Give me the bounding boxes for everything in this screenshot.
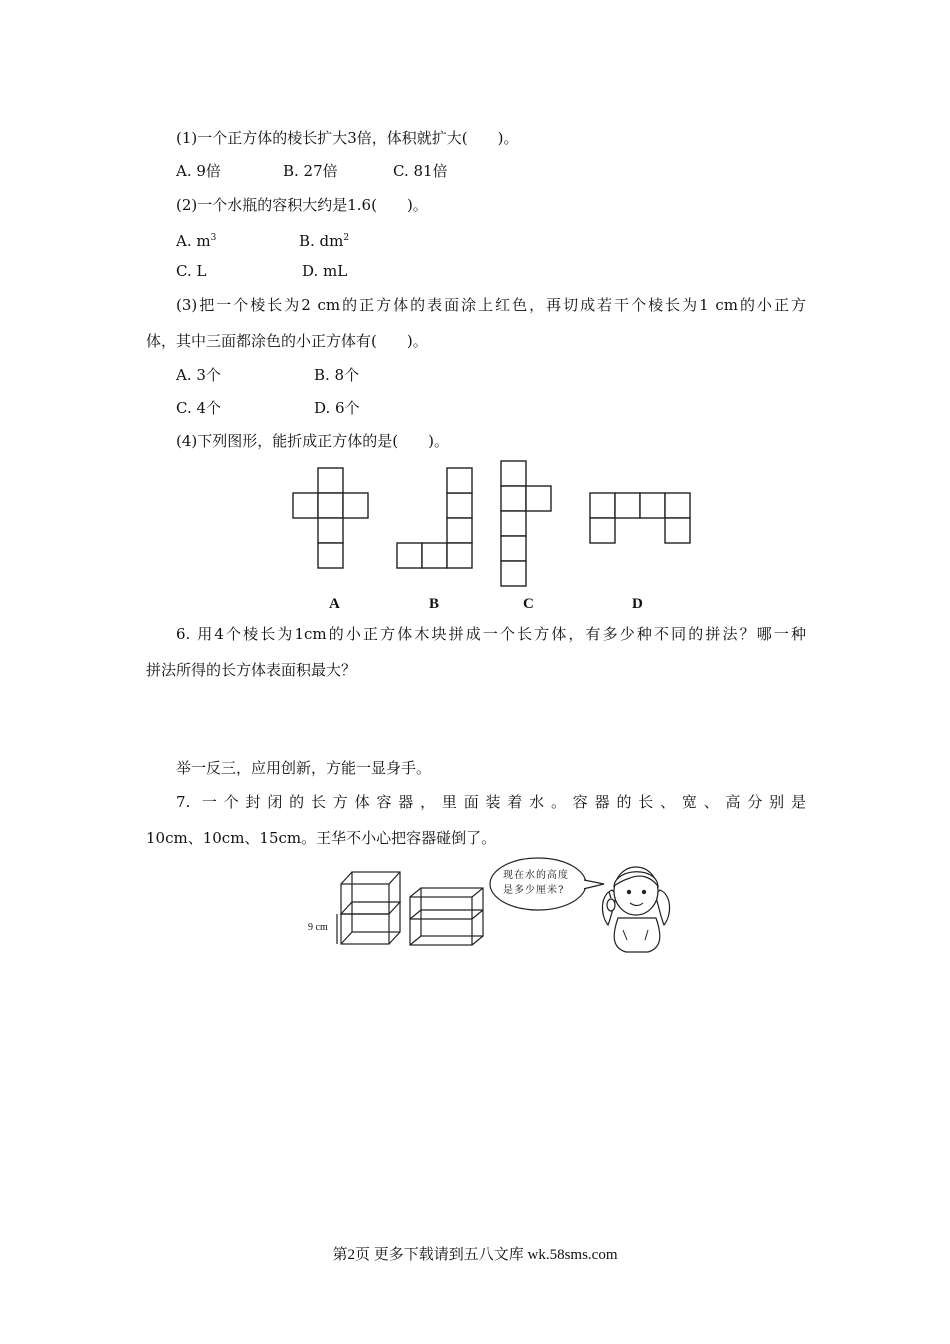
page-footer: 第2页 更多下载请到五八文库 wk.58sms.com [332, 1247, 618, 1263]
q7-line2: 10cm、10cm、15cm。王华不小心把容器碰倒了。 [146, 829, 497, 847]
q5-2-option-a: A. $m^3$ [176, 232, 217, 250]
net-label-d: D [632, 596, 643, 612]
q5-3-option-d: D. 6个 [314, 399, 360, 417]
bubble-line1: 现在水的高度 [503, 870, 569, 881]
q5-1-option-a: A. 9倍 [176, 162, 221, 180]
q5-1-option-c: C. 81倍 [393, 162, 448, 180]
q5-2-option-d: D. mL [302, 262, 348, 280]
q5-1-stem: (1)一个正方体的棱长扩大3倍，体积就扩大( )。 [176, 129, 519, 147]
q5-2-option-b: B. $dm^2$ [299, 232, 350, 250]
bubble-line2: 是多少厘米? [503, 885, 565, 896]
q5-3-option-b: B. 8个 [314, 366, 360, 384]
q6-line2: 拼法所得的长方体表面积最大？ [146, 661, 357, 679]
q5-1-option-b: B. 27倍 [283, 162, 338, 180]
q6-line1: 6. 用4个棱长为1cm的小正方体木块拼成一个长方体，有多少种不同的拼法？哪一种 [176, 625, 806, 643]
q5-3-stem-line2: 体，其中三面都涂色的小正方体有( )。 [146, 332, 428, 350]
q5-3-option-a: A. 3个 [176, 366, 221, 384]
net-label-a: A [329, 596, 340, 612]
q5-3-option-c: C. 4个 [176, 399, 222, 417]
q5-2-option-c: C. L [176, 262, 207, 280]
water-height-label: 9 cm [308, 922, 328, 933]
q7-line1: 7. 一个封闭的长方体容器，里面装着水。容器的长、宽、高分别是 [176, 793, 806, 811]
q5-2-stem: (2)一个水瓶的容积大约是1.6( )。 [176, 196, 428, 214]
q5-3-stem-line1: (3)把一个棱长为2 cm的正方体的表面涂上红色，再切成若干个棱长为1 cm的小正方 [176, 296, 806, 314]
q5-4-stem: (4)下列图形，能折成正方体的是( )。 [176, 432, 449, 450]
section-heading: 举一反三，应用创新，方能一显身手。 [176, 759, 432, 777]
net-label-b: B [429, 596, 440, 612]
net-label-c: C [523, 596, 534, 612]
